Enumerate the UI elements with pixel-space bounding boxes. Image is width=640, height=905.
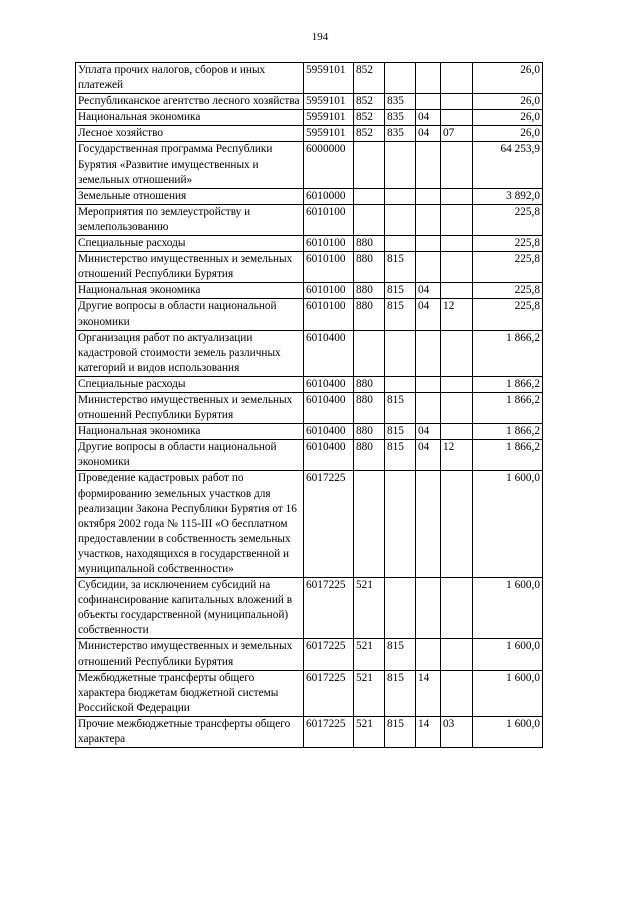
expense-type-cell	[354, 471, 385, 578]
target-article-cell: 6017225	[304, 639, 354, 670]
target-article-cell: 5959101	[304, 110, 354, 126]
table-row	[76, 188, 543, 204]
target-article-cell: 6010400	[304, 424, 354, 440]
section-cell: 04	[416, 424, 441, 440]
section-cell: 04	[416, 283, 441, 299]
amount-cell: 225,8	[473, 299, 543, 330]
subsection-cell: 12	[441, 440, 473, 471]
target-article-cell: 6010400	[304, 330, 354, 376]
amount-cell: 1 600,0	[473, 471, 543, 578]
ministry-code-cell: 815	[385, 299, 416, 330]
ministry-code-cell	[385, 204, 416, 235]
table-row	[76, 63, 543, 94]
subsection-cell	[441, 283, 473, 299]
subsection-cell	[441, 376, 473, 392]
target-article-cell: 6000000	[304, 142, 354, 188]
section-cell: 04	[416, 440, 441, 471]
expense-type-cell	[354, 188, 385, 204]
table-row	[76, 252, 543, 283]
target-article-cell: 6017225	[304, 670, 354, 716]
amount-cell: 64 253,9	[473, 142, 543, 188]
expense-type-cell: 521	[354, 639, 385, 670]
row-name-cell: Республиканское агентство лесного хозяйства	[76, 94, 304, 110]
subsection-cell	[441, 94, 473, 110]
section-cell	[416, 578, 441, 639]
amount-cell: 225,8	[473, 204, 543, 235]
table-row	[76, 94, 543, 110]
amount-cell: 1 600,0	[473, 670, 543, 716]
section-cell	[416, 204, 441, 235]
amount-cell: 26,0	[473, 110, 543, 126]
target-article-cell: 6017225	[304, 716, 354, 747]
row-name-cell: Проведение кадастровых работ по формированию земельных участков для реализации Закона Республики Бурятия от 16 октября 2002 года № 115-III «О бесплатном предоставлении в собственность земельных участков, находящихся в государственной и муниципальной собственности»	[76, 471, 304, 578]
ministry-code-cell	[385, 63, 416, 94]
ministry-code-cell: 815	[385, 639, 416, 670]
table-row	[76, 471, 543, 578]
table-row	[76, 716, 543, 747]
section-cell	[416, 330, 441, 376]
ministry-code-cell: 815	[385, 252, 416, 283]
subsection-cell	[441, 471, 473, 578]
amount-cell: 26,0	[473, 94, 543, 110]
amount-cell: 1 866,2	[473, 330, 543, 376]
table-row	[76, 283, 543, 299]
subsection-cell	[441, 639, 473, 670]
section-cell: 14	[416, 670, 441, 716]
amount-cell: 1 866,2	[473, 376, 543, 392]
subsection-cell	[441, 392, 473, 423]
ministry-code-cell	[385, 142, 416, 188]
expense-type-cell: 852	[354, 126, 385, 142]
expense-type-cell: 852	[354, 63, 385, 94]
table-row	[76, 110, 543, 126]
expense-type-cell: 880	[354, 236, 385, 252]
ministry-code-cell	[385, 330, 416, 376]
ministry-code-cell: 835	[385, 110, 416, 126]
budget-table	[75, 62, 543, 748]
table-row	[76, 126, 543, 142]
subsection-cell	[441, 424, 473, 440]
section-cell	[416, 236, 441, 252]
amount-cell: 3 892,0	[473, 188, 543, 204]
row-name-cell: Субсидии, за исключением субсидий на софинансирование капитальных вложений в объекты государственной (муниципальной) собственности	[76, 578, 304, 639]
expense-type-cell: 880	[354, 392, 385, 423]
amount-cell: 1 600,0	[473, 639, 543, 670]
target-article-cell: 6010100	[304, 236, 354, 252]
subsection-cell: 12	[441, 299, 473, 330]
section-cell	[416, 142, 441, 188]
amount-cell: 26,0	[473, 63, 543, 94]
row-name-cell: Министерство имущественных и земельных отношений Республики Бурятия	[76, 252, 304, 283]
expense-type-cell: 880	[354, 376, 385, 392]
row-name-cell: Министерство имущественных и земельных отношений Республики Бурятия	[76, 392, 304, 423]
table-row	[76, 440, 543, 471]
subsection-cell	[441, 252, 473, 283]
subsection-cell	[441, 670, 473, 716]
table-row	[76, 204, 543, 235]
amount-cell: 26,0	[473, 126, 543, 142]
row-name-cell: Уплата прочих налогов, сборов и иных платежей	[76, 63, 304, 94]
target-article-cell: 5959101	[304, 94, 354, 110]
ministry-code-cell	[385, 578, 416, 639]
subsection-cell	[441, 236, 473, 252]
expense-type-cell: 852	[354, 110, 385, 126]
row-name-cell: Национальная экономика	[76, 283, 304, 299]
subsection-cell: 07	[441, 126, 473, 142]
amount-cell: 225,8	[473, 283, 543, 299]
ministry-code-cell: 815	[385, 283, 416, 299]
amount-cell: 1 866,2	[473, 392, 543, 423]
amount-cell: 1 600,0	[473, 716, 543, 747]
expense-type-cell	[354, 204, 385, 235]
row-name-cell: Организация работ по актуализации кадастровой стоимости земель различных категорий и видов использования	[76, 330, 304, 376]
section-cell: 04	[416, 126, 441, 142]
row-name-cell: Специальные расходы	[76, 376, 304, 392]
target-article-cell: 5959101	[304, 63, 354, 94]
page-number: 194	[311, 31, 329, 43]
target-article-cell: 6010100	[304, 299, 354, 330]
ministry-code-cell: 815	[385, 392, 416, 423]
row-name-cell: Прочие межбюджетные трансферты общего характера	[76, 716, 304, 747]
expense-type-cell: 521	[354, 578, 385, 639]
table-row	[76, 639, 543, 670]
ministry-code-cell: 815	[385, 424, 416, 440]
ministry-code-cell: 815	[385, 670, 416, 716]
expense-type-cell: 880	[354, 252, 385, 283]
row-name-cell: Национальная экономика	[76, 424, 304, 440]
expense-type-cell: 852	[354, 94, 385, 110]
ministry-code-cell: 815	[385, 716, 416, 747]
amount-cell: 225,8	[473, 236, 543, 252]
ministry-code-cell	[385, 236, 416, 252]
section-cell	[416, 188, 441, 204]
section-cell	[416, 376, 441, 392]
target-article-cell: 6010400	[304, 440, 354, 471]
section-cell	[416, 252, 441, 283]
expense-type-cell: 521	[354, 716, 385, 747]
target-article-cell: 6017225	[304, 471, 354, 578]
row-name-cell: Земельные отношения	[76, 188, 304, 204]
amount-cell: 1 866,2	[473, 440, 543, 471]
expense-type-cell: 880	[354, 283, 385, 299]
subsection-cell	[441, 63, 473, 94]
expense-type-cell: 880	[354, 424, 385, 440]
section-cell: 04	[416, 110, 441, 126]
ministry-code-cell	[385, 188, 416, 204]
expense-type-cell	[354, 330, 385, 376]
target-article-cell: 6010400	[304, 376, 354, 392]
section-cell	[416, 392, 441, 423]
subsection-cell	[441, 578, 473, 639]
table-row	[76, 330, 543, 376]
table-row	[76, 142, 543, 188]
amount-cell: 1 866,2	[473, 424, 543, 440]
ministry-code-cell	[385, 471, 416, 578]
target-article-cell: 6010100	[304, 204, 354, 235]
expense-type-cell	[354, 142, 385, 188]
ministry-code-cell: 815	[385, 440, 416, 471]
expense-type-cell: 880	[354, 440, 385, 471]
section-cell	[416, 639, 441, 670]
table-row	[76, 578, 543, 639]
expense-type-cell: 521	[354, 670, 385, 716]
row-name-cell: Другие вопросы в области национальной экономики	[76, 299, 304, 330]
amount-cell: 1 600,0	[473, 578, 543, 639]
subsection-cell	[441, 330, 473, 376]
target-article-cell: 6010100	[304, 283, 354, 299]
section-cell: 14	[416, 716, 441, 747]
table-row	[76, 670, 543, 716]
subsection-cell	[441, 188, 473, 204]
table-row	[76, 392, 543, 423]
target-article-cell: 6010400	[304, 392, 354, 423]
expense-type-cell: 880	[354, 299, 385, 330]
ministry-code-cell	[385, 376, 416, 392]
table-row	[76, 424, 543, 440]
row-name-cell: Государственная программа Республики Бурятия «Развитие имущественных и земельных отношений»	[76, 142, 304, 188]
target-article-cell: 6017225	[304, 578, 354, 639]
table-row	[76, 376, 543, 392]
subsection-cell	[441, 142, 473, 188]
section-cell	[416, 63, 441, 94]
row-name-cell: Специальные расходы	[76, 236, 304, 252]
row-name-cell: Мероприятия по землеустройству и землепользованию	[76, 204, 304, 235]
target-article-cell: 6010000	[304, 188, 354, 204]
subsection-cell	[441, 110, 473, 126]
subsection-cell: 03	[441, 716, 473, 747]
row-name-cell: Национальная экономика	[76, 110, 304, 126]
amount-cell: 225,8	[473, 252, 543, 283]
table-row	[76, 299, 543, 330]
ministry-code-cell: 835	[385, 94, 416, 110]
row-name-cell: Лесное хозяйство	[76, 126, 304, 142]
row-name-cell: Другие вопросы в области национальной экономики	[76, 440, 304, 471]
row-name-cell: Министерство имущественных и земельных отношений Республики Бурятия	[76, 639, 304, 670]
section-cell	[416, 471, 441, 578]
row-name-cell: Межбюджетные трансферты общего характера бюджетам бюджетной системы Российской Федерации	[76, 670, 304, 716]
table-row	[76, 236, 543, 252]
target-article-cell: 6010100	[304, 252, 354, 283]
section-cell: 04	[416, 299, 441, 330]
subsection-cell	[441, 204, 473, 235]
ministry-code-cell: 835	[385, 126, 416, 142]
target-article-cell: 5959101	[304, 126, 354, 142]
section-cell	[416, 94, 441, 110]
